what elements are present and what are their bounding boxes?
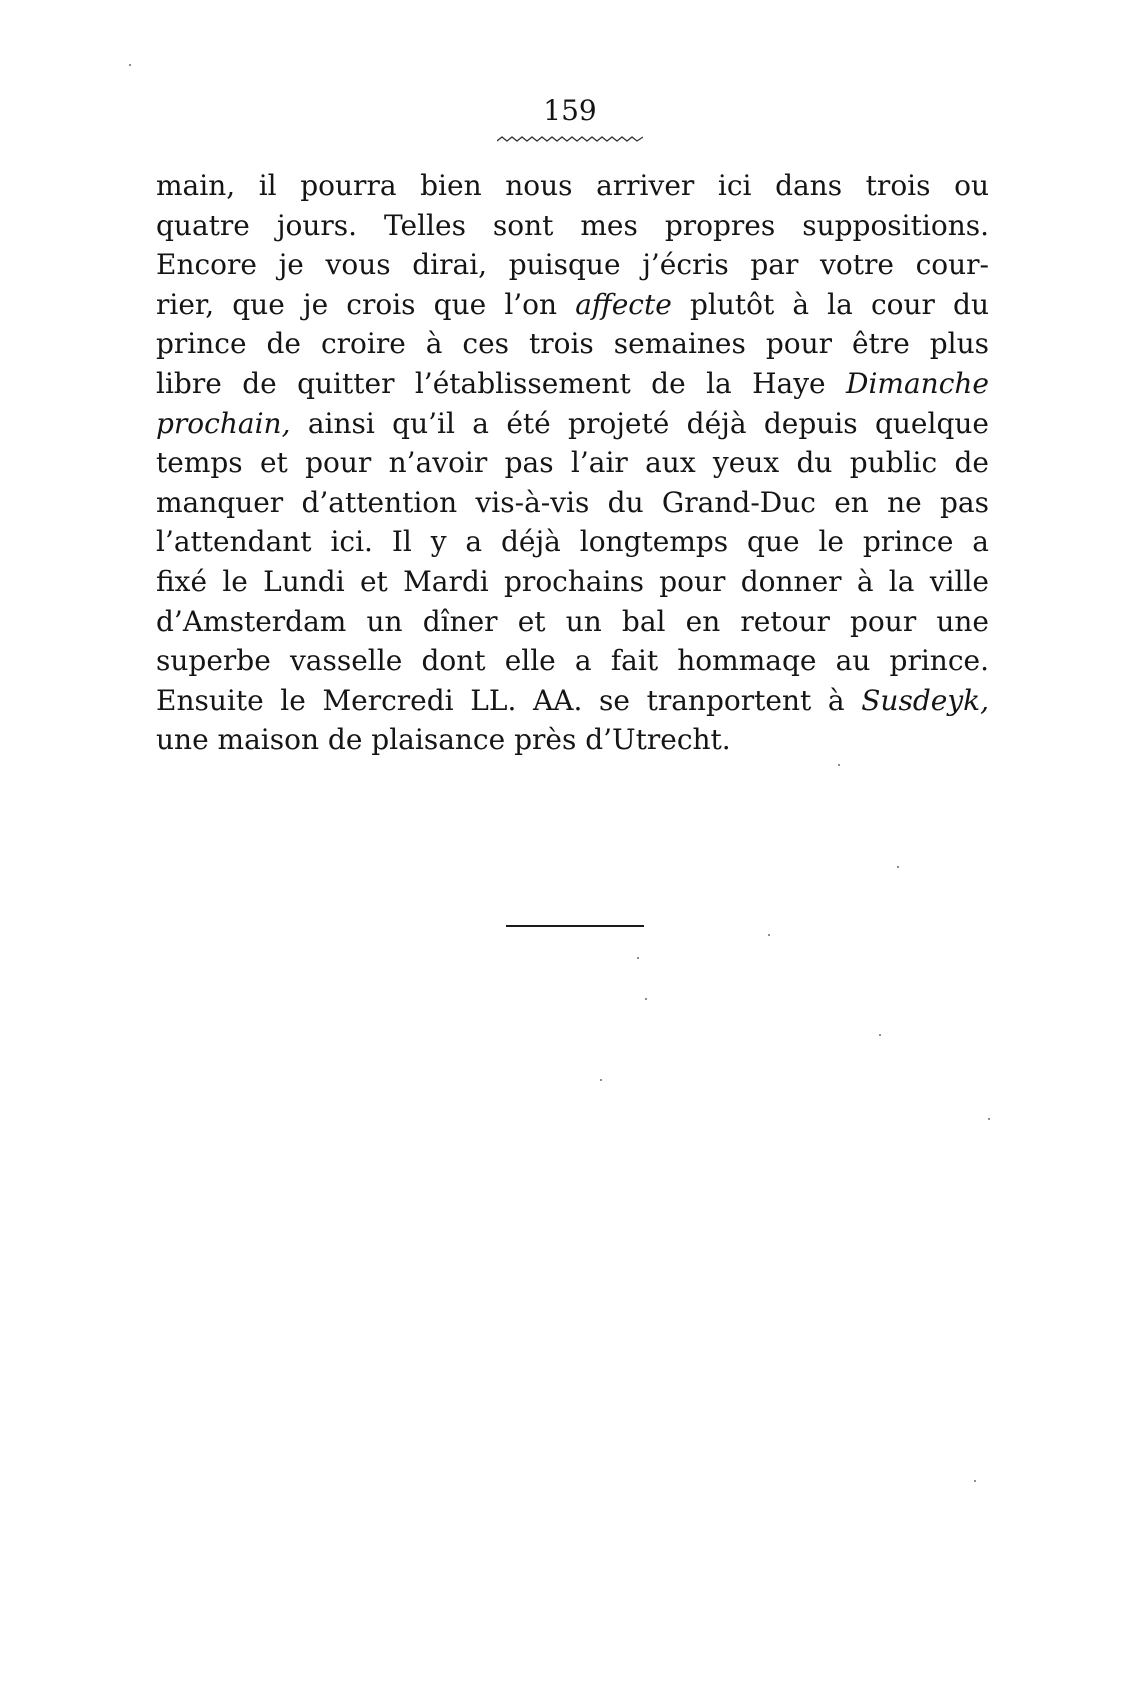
- scan-speck: [768, 934, 770, 936]
- text-line: d’Amsterdam un dîner et un bal en retour pour une: [156, 604, 989, 638]
- section-rule: [506, 925, 644, 927]
- scan-speck: [879, 1034, 881, 1036]
- body-text: [156, 166, 989, 760]
- text-line: superbe vasselle dont elle a fait hommaqe au prince.: [156, 644, 989, 678]
- text-line: une maison de plaisance près d’Utrecht.: [156, 723, 731, 757]
- scan-speck: [838, 764, 840, 766]
- text-line: Ensuite le Mercredi LL. AA. se tranportent à Susdeyk,: [156, 683, 989, 717]
- italic-word: Susdeyk,: [861, 683, 989, 717]
- scan-speck: [129, 64, 131, 66]
- text-line: libre de quitter l’établissement de la Haye Dimanche: [156, 366, 989, 400]
- text-line: temps et pour n’avoir pas l’air aux yeux du public de: [156, 446, 990, 480]
- text-line: fixé le Lundi et Mardi prochains pour donner à la ville: [156, 564, 989, 598]
- wavy-ornament-icon: [497, 134, 643, 144]
- italic-word: affecte: [575, 287, 672, 321]
- text-line: quatre jours. Telles sont mes propres suppositions.: [156, 208, 989, 242]
- text-line: prince de croire à ces trois semaines pour être plus: [156, 327, 989, 361]
- scan-speck: [974, 1480, 976, 1482]
- scan-speck: [897, 866, 899, 868]
- text-line: prochain, ainsi qu’il a été projeté déjà depuis quelque: [156, 406, 989, 440]
- italic-word: prochain,: [156, 406, 291, 440]
- text-line: l’attendant ici. Il y a déjà longtemps que le prince a: [156, 525, 989, 559]
- scan-speck: [988, 1118, 990, 1120]
- text-line: manquer d’attention vis-à-vis du Grand-Duc en ne pas: [156, 485, 989, 519]
- italic-word: Dimanche: [846, 366, 989, 400]
- page-number: 159: [543, 94, 597, 127]
- scan-speck: [600, 1079, 602, 1081]
- text-line: Encore je vous dirai, puisque j’écris par votre cour-: [156, 248, 989, 282]
- text-line: main, il pourra bien nous arriver ici dans trois ou: [156, 169, 989, 202]
- scan-speck: [645, 998, 647, 1000]
- text-line: rier, que je crois que l’on affecte plutôt à la cour du: [156, 287, 989, 321]
- scan-speck: [637, 957, 639, 959]
